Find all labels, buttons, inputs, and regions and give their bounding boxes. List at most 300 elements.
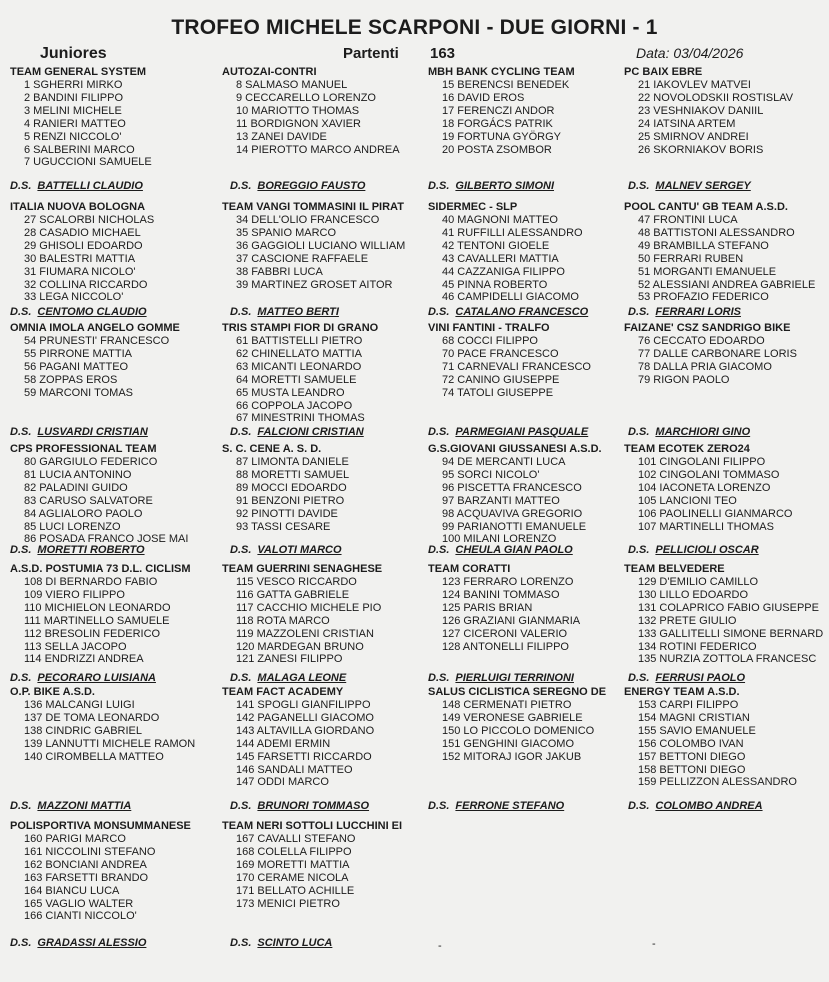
ds-name: FALCIONI CRISTIAN — [257, 426, 364, 438]
team-name: OMNIA IMOLA ANGELO GOMME — [10, 322, 180, 334]
sports-director — [428, 180, 554, 192]
rider-entry: 107 MARTINELLI THOMAS — [638, 520, 774, 533]
team-name: AUTOZAI-CONTRI — [222, 66, 317, 78]
rider-entry: 74 TATOLI GIUSEPPE — [442, 386, 554, 399]
team-name: TEAM ECOTEK ZERO24 — [624, 443, 750, 455]
rider-entry: 48 BATTISTONI ALESSANDRO — [638, 226, 795, 239]
sports-director — [628, 800, 763, 812]
rider-list — [10, 214, 218, 304]
rider-list — [10, 576, 218, 666]
rider-entry: 34 DELL'OLIO FRANCESCO — [236, 214, 380, 226]
team-name: TEAM NERI SOTTOLI LUCCHINI EI — [222, 820, 403, 832]
rider-entry: 10 MARIOTTO THOMAS — [236, 104, 360, 117]
ds-name: BRUNORI TOMMASO — [257, 800, 370, 812]
rider-entry: 152 MITORAJ IGOR JAKUB — [442, 750, 582, 763]
rider-entry: 68 COCCI FILIPPO — [442, 335, 538, 347]
sports-director — [230, 426, 364, 438]
rider-list — [428, 79, 618, 156]
rider-entry: 19 FORTUNA GYÖRGY — [442, 130, 561, 143]
rider-entry: 14 PIEROTTO MARCO ANDREA — [236, 143, 400, 156]
rider-entry: 41 RUFFILLI ALESSANDRO — [442, 226, 583, 239]
rider-entry: 77 DALLE CARBONARE LORIS — [638, 347, 797, 360]
rider-entry: 86 POSADA FRANCO JOSE MAI — [24, 533, 189, 546]
ds-name: PELLICIOLI OSCAR — [655, 544, 759, 556]
ds-label: D.S. — [10, 937, 32, 949]
rider-entry: 83 CARUSO SALVATORE — [24, 494, 153, 507]
race-date: Data: 03/04/2026 — [636, 45, 744, 61]
ds-name: SCINTO LUCA — [257, 937, 333, 949]
rider-entry: 88 MORETTI SAMUEL — [236, 468, 350, 481]
team-name: S. C. CENE A. S. D. — [222, 443, 322, 455]
team-name: PC BAIX EBRE — [624, 66, 703, 78]
team-block — [10, 66, 218, 169]
sports-director — [10, 937, 146, 949]
rider-entry: 137 DE TOMA LEONARDO — [24, 711, 160, 724]
sports-director — [628, 180, 751, 192]
rider-entry: 45 PINNA ROBERTO — [442, 278, 548, 291]
team-name: VINI FANTINI - TRALFO — [428, 322, 550, 334]
ds-label: D.S. — [628, 180, 650, 192]
ds-label: D.S. — [428, 800, 450, 812]
team-name: TEAM CORATTI — [428, 563, 511, 575]
team-block — [222, 443, 422, 533]
rider-entry: 98 ACQUAVIVA GREGORIO — [442, 507, 583, 520]
rider-entry: 132 PRETE GIULIO — [638, 614, 737, 627]
rider-entry: 84 AGLIALORO PAOLO — [24, 507, 143, 520]
rider-list — [222, 335, 422, 425]
rider-entry: 154 MAGNI CRISTIAN — [638, 711, 750, 724]
rider-entry: 169 MORETTI MATTIA — [236, 858, 350, 871]
rider-entry: 18 FORGÁCS PATRIK — [442, 117, 553, 130]
rider-entry: 147 ODDI MARCO — [236, 776, 329, 789]
ds-name: MATTEO BERTI — [257, 306, 339, 318]
ds-label: D.S. — [628, 800, 650, 812]
rider-entry: 22 NOVOLODSKII ROSTISLAV — [638, 91, 794, 104]
team-name: ENERGY TEAM A.S.D. — [624, 686, 740, 698]
rider-entry: 155 SAVIO EMANUELE — [638, 724, 756, 737]
rider-entry: 106 PAOLINELLI GIANMARCO — [638, 507, 793, 520]
rider-entry: 105 LANCIONI TEO — [638, 494, 737, 507]
rider-entry: 65 MUSTA LEANDRO — [236, 386, 345, 399]
rider-entry: 87 LIMONTA DANIELE — [236, 456, 349, 468]
team-block — [222, 686, 422, 789]
ds-name: LUSVARDI CRISTIAN — [37, 426, 148, 438]
rider-entry: 66 COPPOLA JACOPO — [236, 399, 353, 412]
rider-entry: 151 GENGHINI GIACOMO — [442, 737, 575, 750]
rider-entry: 6 SALBERINI MARCO — [24, 143, 135, 156]
rider-entry: 54 PRUNESTI' FRANCESCO — [24, 335, 170, 347]
rider-entry: 28 CASADIO MICHAEL — [24, 226, 141, 239]
ds-name: BOREGGIO FAUSTO — [257, 180, 366, 192]
starters-count: 163 — [430, 45, 456, 62]
rider-entry: 165 VAGLIO WALTER — [24, 897, 134, 910]
rider-entry: 109 VIERO FILIPPO — [24, 588, 125, 601]
rider-entry: 52 ALESSIANI ANDREA GABRIELE — [638, 278, 816, 291]
rider-list — [624, 214, 829, 304]
rider-entry: 61 BATTISTELLI PIETRO — [236, 335, 363, 347]
trailing-mark: - — [438, 940, 442, 952]
ds-label: D.S. — [10, 426, 32, 438]
rider-entry: 121 ZANESI FILIPPO — [236, 653, 343, 666]
rider-list — [428, 699, 618, 764]
sports-director — [428, 426, 588, 438]
team-name: TEAM VANGI TOMMASINI IL PIRAT — [222, 201, 404, 213]
team-name: TRIS STAMPI FIOR DI GRANO — [222, 322, 379, 334]
rider-list — [10, 456, 218, 546]
rider-entry: 49 BRAMBILLA STEFANO — [638, 239, 769, 252]
ds-label: D.S. — [10, 800, 32, 812]
rider-entry: 149 VERONESE GABRIELE — [442, 711, 583, 724]
team-block — [222, 563, 422, 666]
team-block — [222, 820, 422, 910]
rider-entry: 44 CAZZANIGA FILIPPO — [442, 265, 565, 278]
rider-entry: 99 PARIANOTTI EMANUELE — [442, 520, 587, 533]
ds-label: D.S. — [230, 180, 252, 192]
rider-entry: 145 FARSETTI RICCARDO — [236, 750, 372, 763]
rider-entry: 95 SORCI NICOLO' — [442, 468, 540, 481]
rider-entry: 47 FRONTINI LUCA — [638, 214, 738, 226]
rider-entry: 30 BALESTRI MATTIA — [24, 252, 136, 265]
ds-label: D.S. — [10, 180, 32, 192]
team-block — [624, 443, 829, 533]
rider-entry: 91 BENZONI PIETRO — [236, 494, 345, 507]
sports-director — [230, 306, 339, 318]
rider-entry: 63 MICANTI LEONARDO — [236, 360, 362, 373]
team-name: TEAM BELVEDERE — [624, 563, 725, 575]
ds-label: D.S. — [428, 672, 450, 684]
ds-name: BATTELLI CLAUDIO — [37, 180, 143, 192]
ds-name: FERRARI LORIS — [655, 306, 741, 318]
rider-entry: 148 CERMENATI PIETRO — [442, 699, 572, 711]
trailing-mark: - — [652, 938, 656, 950]
ds-name: MALAGA LEONE — [257, 672, 347, 684]
rider-entry: 3 MELINI MICHELE — [24, 104, 122, 117]
rider-list — [624, 456, 829, 533]
sports-director — [230, 672, 346, 684]
ds-name: COLOMBO ANDREA — [655, 800, 763, 812]
ds-name: CHEULA GIAN PAOLO — [455, 544, 573, 556]
rider-entry: 11 BORDIGNON XAVIER — [236, 117, 361, 130]
rider-entry: 126 GRAZIANI GIANMARIA — [442, 614, 581, 627]
rider-list — [624, 335, 829, 387]
rider-entry: 46 CAMPIDELLI GIACOMO — [442, 291, 579, 304]
rider-entry: 94 DE MERCANTI LUCA — [442, 456, 566, 468]
team-block — [624, 686, 829, 789]
team-name: G.S.GIOVANI GIUSSANESI A.S.D. — [428, 443, 602, 455]
rider-list — [624, 576, 829, 666]
rider-entry: 33 LEGA NICCOLO' — [24, 291, 124, 304]
rider-entry: 8 SALMASO MANUEL — [236, 79, 348, 91]
rider-list — [222, 576, 422, 666]
rider-list — [10, 79, 218, 169]
team-block — [428, 686, 618, 764]
rider-entry: 20 POSTA ZSOMBOR — [442, 143, 552, 156]
rider-entry: 118 ROTA MARCO — [236, 614, 330, 627]
rider-entry: 38 FABBRI LUCA — [236, 265, 323, 278]
rider-entry: 7 UGUCCIONI SAMUELE — [24, 156, 152, 169]
team-block — [624, 66, 829, 156]
rider-entry: 140 CIROMBELLA MATTEO — [24, 750, 164, 763]
rider-entry: 85 LUCI LORENZO — [24, 520, 121, 533]
ds-label: D.S. — [628, 672, 650, 684]
rider-entry: 76 CECCATO EDOARDO — [638, 335, 765, 347]
team-name: TEAM GUERRINI SENAGHESE — [222, 563, 383, 575]
sports-director — [428, 800, 564, 812]
rider-entry: 171 BELLATO ACHILLE — [236, 884, 355, 897]
rider-entry: 72 CANINO GIUSEPPE — [442, 373, 560, 386]
ds-label: D.S. — [230, 672, 252, 684]
ds-name: MARCHIORI GINO — [655, 426, 751, 438]
rider-entry: 150 LO PICCOLO DOMENICO — [442, 724, 595, 737]
rider-list — [624, 79, 829, 156]
team-block — [10, 686, 218, 764]
rider-entry: 117 CACCHIO MICHELE PIO — [236, 601, 382, 614]
rider-entry: 129 D'EMILIO CAMILLO — [638, 576, 759, 588]
rider-entry: 1 SGHERRI MIRKO — [24, 79, 123, 91]
rider-entry: 16 DAVID EROS — [442, 91, 525, 104]
team-block — [428, 322, 618, 400]
ds-label: D.S. — [230, 800, 252, 812]
rider-entry: 116 GATTA GABRIELE — [236, 588, 350, 601]
ds-name: PECORARO LUISIANA — [37, 672, 156, 684]
rider-entry: 43 CAVALLERI MATTIA — [442, 252, 559, 265]
rider-entry: 78 DALLA PRIA GIACOMO — [638, 360, 772, 373]
sports-director — [230, 544, 342, 556]
rider-entry: 42 TENTONI GIOELE — [442, 239, 550, 252]
sports-director — [10, 800, 131, 812]
rider-entry: 134 ROTINI FEDERICO — [638, 640, 757, 653]
rider-entry: 164 BIANCU LUCA — [24, 884, 120, 897]
rider-entry: 163 FARSETTI BRANDO — [24, 871, 149, 884]
rider-entry: 173 MENICI PIETRO — [236, 897, 340, 910]
rider-entry: 168 COLELLA FILIPPO — [236, 845, 352, 858]
rider-entry: 108 DI BERNARDO FABIO — [24, 576, 158, 588]
ds-name: FERRUSI PAOLO — [655, 672, 746, 684]
ds-label: D.S. — [428, 180, 450, 192]
team-name: POLISPORTIVA MONSUMMANESE — [10, 820, 191, 832]
rider-list — [10, 699, 218, 764]
team-name: O.P. BIKE A.S.D. — [10, 686, 95, 698]
ds-label: D.S. — [230, 937, 252, 949]
rider-entry: 141 SPOGLI GIANFILIPPO — [236, 699, 371, 711]
rider-entry: 51 MORGANTI EMANUELE — [638, 265, 777, 278]
sports-director — [428, 672, 574, 684]
sports-director — [10, 426, 148, 438]
rider-entry: 82 PALADINI GUIDO — [24, 481, 128, 494]
team-block — [10, 322, 218, 400]
sports-director — [428, 306, 588, 318]
rider-entry: 157 BETTONI DIEGO — [638, 750, 746, 763]
rider-entry: 160 PARIGI MARCO — [24, 833, 126, 845]
ds-name: MAZZONI MATTIA — [37, 800, 132, 812]
rider-entry: 39 MARTINEZ GROSET AITOR — [236, 278, 393, 291]
rider-entry: 153 CARPI FILIPPO — [638, 699, 739, 711]
rider-entry: 37 CASCIONE RAFFAELE — [236, 252, 369, 265]
team-name: SALUS CICLISTICA SEREGNO DE — [428, 686, 607, 698]
rider-entry: 133 GALLITELLI SIMONE BERNARD — [638, 627, 824, 640]
rider-entry: 130 LILLO EDOARDO — [638, 588, 749, 601]
rider-entry: 112 BRESOLIN FEDERICO — [24, 627, 161, 640]
team-block — [222, 322, 422, 425]
rider-list — [10, 335, 218, 400]
rider-entry: 25 SMIRNOV ANDREI — [638, 130, 749, 143]
rider-entry: 13 ZANEI DAVIDE — [236, 130, 327, 143]
rider-entry: 93 TASSI CESARE — [236, 520, 331, 533]
sports-director — [428, 544, 573, 556]
team-block — [10, 563, 218, 666]
sports-director — [10, 306, 147, 318]
team-name: ITALIA NUOVA BOLOGNA — [10, 201, 146, 213]
team-block — [10, 201, 218, 304]
rider-list — [428, 214, 618, 304]
rider-entry: 35 SPANIO MARCO — [236, 226, 337, 239]
rider-list — [222, 833, 422, 910]
rider-entry: 17 FERENCZI ANDOR — [442, 104, 555, 117]
sports-director — [628, 544, 759, 556]
ds-label: D.S. — [230, 426, 252, 438]
rider-entry: 170 CERAME NICOLA — [236, 871, 349, 884]
rider-list — [428, 456, 618, 546]
team-name: POOL CANTU' GB TEAM A.S.D. — [624, 201, 788, 213]
ds-label: D.S. — [428, 544, 450, 556]
rider-entry: 124 BANINI TOMMASO — [442, 588, 560, 601]
rider-entry: 58 ZOPPAS EROS — [24, 373, 118, 386]
rider-entry: 64 MORETTI SAMUELE — [236, 373, 357, 386]
team-block — [428, 66, 618, 156]
rider-entry: 167 CAVALLI STEFANO — [236, 833, 356, 845]
ds-name: CATALANO FRANCESCO — [455, 306, 589, 318]
rider-list — [428, 576, 618, 653]
rider-entry: 162 BONCIANI ANDREA — [24, 858, 147, 871]
team-name: FAIZANE' CSZ SANDRIGO BIKE — [624, 322, 791, 334]
starters-label: Partenti — [343, 45, 399, 62]
rider-list — [428, 335, 618, 400]
rider-entry: 2 BANDINI FILIPPO — [24, 91, 124, 104]
rider-entry: 104 IACONETA LORENZO — [638, 481, 771, 494]
sports-director — [10, 544, 145, 556]
rider-entry: 119 MAZZOLENI CRISTIAN — [236, 627, 374, 640]
rider-entry: 146 SANDALI MATTEO — [236, 763, 353, 776]
rider-entry: 92 PINOTTI DAVIDE — [236, 507, 338, 520]
team-block — [428, 443, 618, 546]
rider-entry: 24 IATSINA ARTEM — [638, 117, 736, 130]
rider-entry: 67 MINESTRINI THOMAS — [236, 412, 365, 425]
team-name: TEAM FACT ACADEMY — [222, 686, 344, 698]
ds-label: D.S. — [628, 544, 650, 556]
ds-label: D.S. — [628, 306, 650, 318]
rider-entry: 56 PAGANI MATTEO — [24, 360, 129, 373]
rider-entry: 29 GHISOLI EDOARDO — [24, 239, 143, 252]
rider-entry: 80 GARGIULO FEDERICO — [24, 456, 158, 468]
rider-entry: 71 CARNEVALI FRANCESCO — [442, 360, 591, 373]
rider-entry: 156 COLOMBO IVAN — [638, 737, 744, 750]
team-name: SIDERMEC - SLP — [428, 201, 518, 213]
ds-name: MORETTI ROBERTO — [37, 544, 145, 556]
category-label: Juniores — [40, 45, 107, 62]
team-name: TEAM GENERAL SYSTEM — [10, 66, 147, 78]
rider-list — [624, 699, 829, 789]
rider-entry: 21 IAKOVLEV MATVEI — [638, 79, 751, 91]
rider-entry: 79 RIGON PAOLO — [638, 373, 730, 386]
rider-entry: 135 NURZIA ZOTTOLA FRANCESC — [638, 653, 817, 666]
rider-entry: 131 COLAPRICO FABIO GIUSEPPE — [638, 601, 819, 614]
rider-list — [10, 833, 218, 923]
team-name: A.S.D. POSTUMIA 73 D.L. CICLISM — [10, 563, 191, 575]
team-block — [222, 66, 422, 156]
rider-list — [222, 699, 422, 789]
rider-entry: 123 FERRARO LORENZO — [442, 576, 574, 588]
ds-name: PARMEGIANI PASQUALE — [455, 426, 589, 438]
rider-list — [222, 456, 422, 533]
rider-entry: 111 MARTINELLO SAMUELE — [24, 614, 170, 627]
rider-entry: 100 MILANI LORENZO — [442, 533, 557, 546]
rider-entry: 136 MALCANGI LUIGI — [24, 699, 135, 711]
team-block — [428, 201, 618, 304]
rider-entry: 53 PROFAZIO FEDERICO — [638, 291, 769, 304]
rider-entry: 125 PARIS BRIAN — [442, 601, 533, 614]
document-title: TROFEO MICHELE SCARPONI - DUE GIORNI - 1 — [171, 16, 658, 39]
rider-entry: 143 ALTAVILLA GIORDANO — [236, 724, 375, 737]
rider-entry: 40 MAGNONI MATTEO — [442, 214, 558, 226]
rider-entry: 139 LANNUTTI MICHELE RAMON — [24, 737, 196, 750]
ds-label: D.S. — [230, 306, 252, 318]
rider-entry: 26 SKORNIAKOV BORIS — [638, 143, 764, 156]
rider-entry: 32 COLLINA RICCARDO — [24, 278, 148, 291]
rider-entry: 120 MARDEGAN BRUNO — [236, 640, 364, 653]
ds-label: D.S. — [428, 426, 450, 438]
sports-director — [628, 426, 750, 438]
rider-entry: 31 FIUMARA NICOLO' — [24, 265, 136, 278]
ds-label: D.S. — [230, 544, 252, 556]
sports-director — [230, 800, 369, 812]
sports-director — [628, 306, 741, 318]
sports-director — [10, 180, 143, 192]
rider-entry: 9 CECCARELLO LORENZO — [236, 91, 376, 104]
ds-name: GILBERTO SIMONI — [455, 180, 555, 192]
rider-entry: 4 RANIERI MATTEO — [24, 117, 126, 130]
team-name: CPS PROFESSIONAL TEAM — [10, 443, 157, 455]
rider-entry: 59 MARCONI TOMAS — [24, 386, 134, 399]
rider-entry: 81 LUCIA ANTONINO — [24, 468, 132, 481]
team-block — [624, 201, 829, 304]
rider-entry: 144 ADEMI ERMIN — [236, 737, 331, 750]
ds-label: D.S. — [10, 544, 32, 556]
rider-entry: 23 VESHNIAKOV DANIIL — [638, 104, 764, 117]
ds-label: D.S. — [628, 426, 650, 438]
team-block — [624, 563, 829, 666]
rider-entry: 158 BETTONI DIEGO — [638, 763, 746, 776]
team-block — [624, 322, 829, 387]
team-block — [10, 443, 218, 546]
rider-entry: 89 MOCCI EDOARDO — [236, 481, 347, 494]
rider-entry: 5 RENZI NICCOLO' — [24, 130, 122, 143]
rider-entry: 50 FERRARI RUBEN — [638, 252, 744, 265]
ds-label: D.S. — [428, 306, 450, 318]
rider-entry: 101 CINGOLANI FILIPPO — [638, 456, 766, 468]
rider-entry: 115 VESCO RICCARDO — [236, 576, 357, 588]
rider-entry: 138 CINDRIC GABRIEL — [24, 724, 142, 737]
ds-name: GRADASSI ALESSIO — [37, 937, 147, 949]
rider-entry: 15 BERENCSI BENEDEK — [442, 79, 570, 91]
ds-name: CENTOMO CLAUDIO — [37, 306, 147, 318]
rider-entry: 113 SELLA JACOPO — [24, 640, 127, 653]
team-block — [10, 820, 218, 923]
sports-director — [10, 672, 156, 684]
ds-label: D.S. — [10, 672, 32, 684]
sports-director — [628, 672, 745, 684]
rider-entry: 142 PAGANELLI GIACOMO — [236, 711, 374, 724]
sports-director — [230, 937, 332, 949]
